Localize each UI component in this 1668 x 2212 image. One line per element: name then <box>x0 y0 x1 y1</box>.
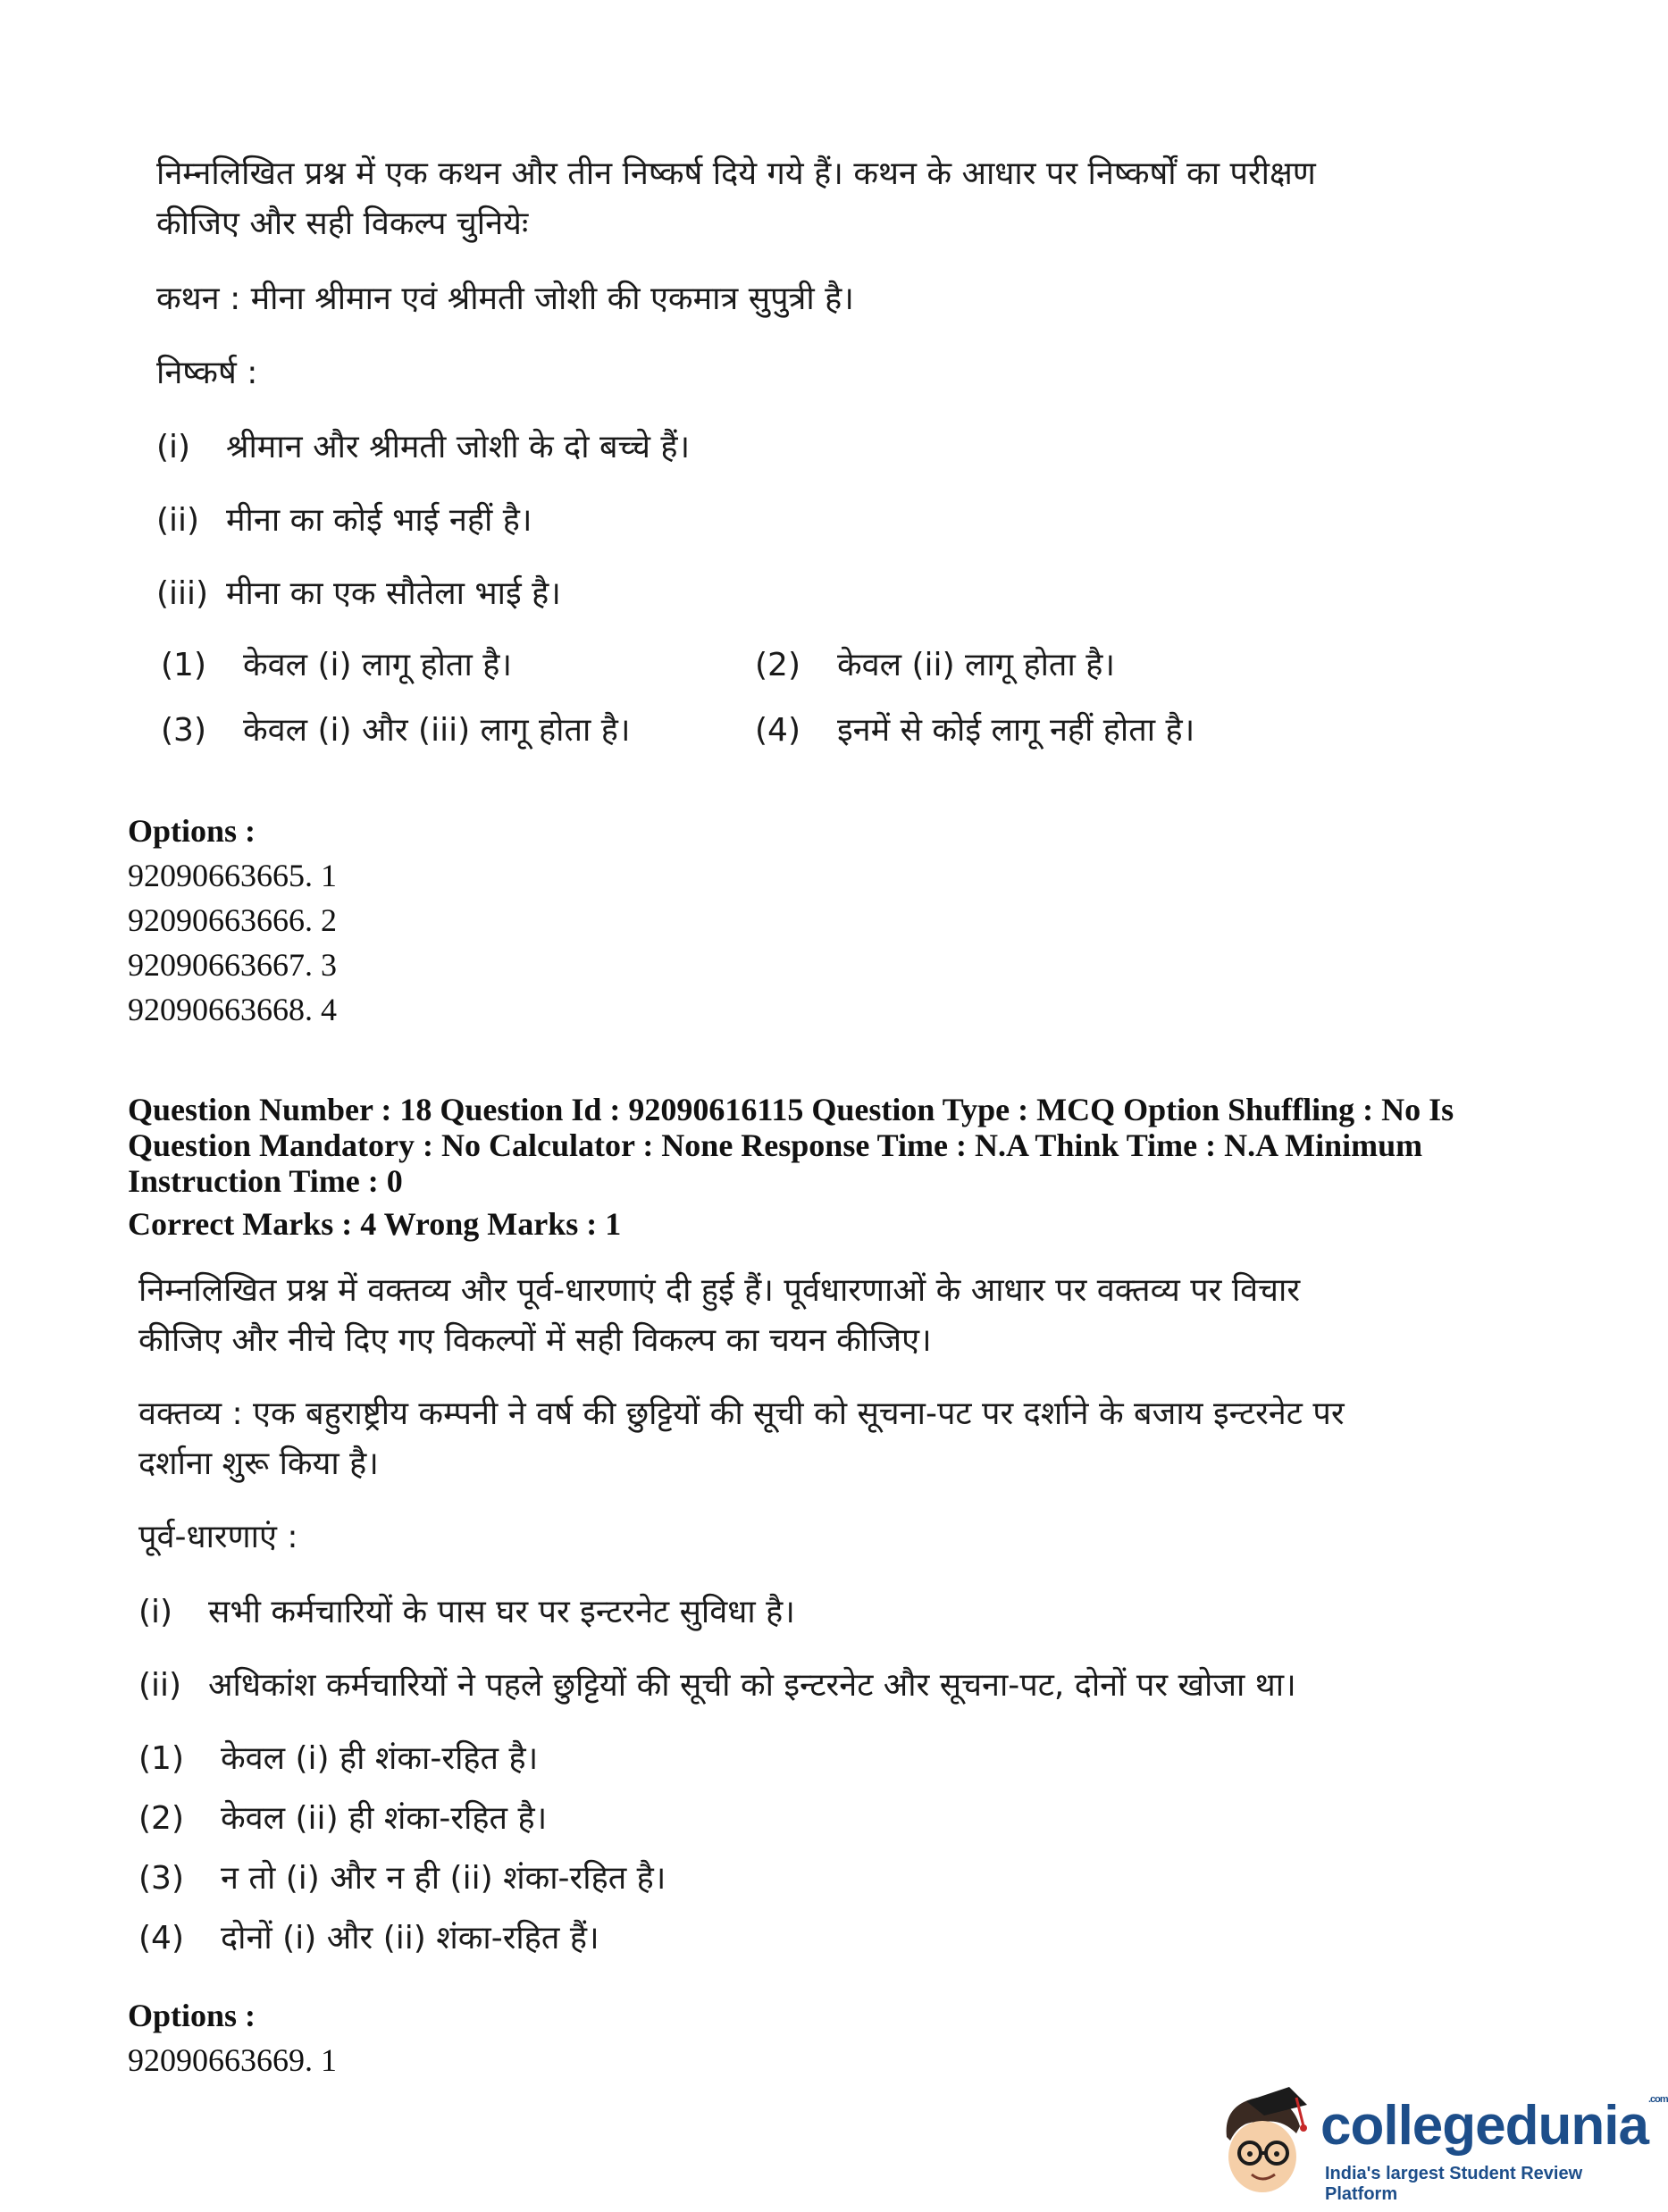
q18-choice-text: न तो (i) और न ही (ii) शंका-रहित है। <box>221 1860 666 1897</box>
logo-tagline: India's largest Student Review Platform <box>1325 2164 1583 2204</box>
q18-statement-line2: दर्शाना शुरू किया है। <box>138 1445 379 1482</box>
q17-choice-1 <box>161 645 512 685</box>
logo-wordmark <box>1320 2094 1668 2158</box>
q18-marks: Correct Marks : 4 Wrong Marks : 1 <box>128 1206 622 1242</box>
q17-conclusion-num: (i) <box>156 429 191 465</box>
q18-assumption-item <box>138 1592 795 1632</box>
q18-options-label: Options : <box>128 1998 256 2033</box>
q17-conclusion-item <box>156 574 561 614</box>
q18-choice-text: दोनों (i) और (ii) शंका-रहित हैं। <box>221 1920 599 1956</box>
q18-intro-line1: निम्नलिखित प्रश्न में वक्तव्य और पूर्व-धारणाएं दी हुई हैं। पूर्वधारणाओं के आधार पर वक्तव्य पर विचार <box>138 1272 1301 1309</box>
q18-option: 92090663669. 1 <box>128 2042 337 2078</box>
q18-choice-4 <box>138 1918 599 1958</box>
q17-conclusion-item <box>156 427 690 467</box>
q17-choice-text: केवल (i) लागू होता है। <box>243 647 512 683</box>
q17-conclusion-num: (iii) <box>156 575 209 612</box>
q17-choice-num: (4) <box>755 712 800 749</box>
q17-conclusion-text: श्रीमान और श्रीमती जोशी के दो बच्चे हैं। <box>226 429 691 465</box>
q17-choice-text: केवल (i) और (iii) लागू होता है। <box>243 712 631 749</box>
q17-option: 92090663668. 4 <box>128 992 337 1027</box>
q18-choice-2 <box>138 1798 547 1839</box>
q18-choice-num: (1) <box>138 1740 184 1777</box>
q18-choice-3 <box>138 1858 666 1898</box>
q18-assumption-text: सभी कर्मचारियों के पास घर पर इन्टरनेट सुविधा है। <box>208 1594 795 1630</box>
q18-intro-line2: कीजिए और नीचे दिए गए विकल्पों में सही विकल्प का चयन कीजिए। <box>138 1322 932 1359</box>
logo-dotcom: .com <box>1647 2094 1668 2105</box>
q17-choice-num: (1) <box>161 647 206 683</box>
q17-choice-4 <box>755 710 1194 750</box>
q17-conclusion-item <box>156 500 532 540</box>
mascot-icon <box>1211 2082 1318 2207</box>
q18-choice-num: (2) <box>138 1800 184 1837</box>
q17-choice-3 <box>161 710 631 750</box>
q18-choice-text: केवल (ii) ही शंका-रहित है। <box>221 1800 548 1837</box>
q17-option: 92090663667. 3 <box>128 947 337 983</box>
q17-choice-num: (2) <box>755 647 800 683</box>
q17-choice-text: इनमें से कोई लागू नहीं होता है। <box>837 712 1195 749</box>
q18-choice-text: केवल (i) ही शंका-रहित है। <box>221 1740 539 1777</box>
q18-assumption-item <box>138 1665 1296 1705</box>
q17-intro-line2: कीजिए और सही विकल्प चुनियेः <box>156 205 529 242</box>
q17-choice-2 <box>755 645 1115 685</box>
q17-choice-num: (3) <box>161 712 206 749</box>
q17-conclusions-label: निष्कर्ष : <box>156 355 258 391</box>
q18-meta-line3: Instruction Time : 0 <box>128 1163 403 1199</box>
collegedunia-logo[interactable] <box>1211 2082 1668 2207</box>
q18-choice-1 <box>138 1739 538 1779</box>
q17-option: 92090663665. 1 <box>128 858 337 893</box>
q17-options-label: Options : <box>128 813 256 849</box>
q17-option: 92090663666. 2 <box>128 902 337 938</box>
q18-choice-num: (4) <box>138 1920 184 1956</box>
q17-conclusion-num: (ii) <box>156 502 200 539</box>
q17-choice-text: केवल (ii) लागू होता है। <box>837 647 1115 683</box>
q17-conclusion-text: मीना का कोई भाई नहीं है। <box>226 502 532 539</box>
q18-assumption-text: अधिकांश कर्मचारियों ने पहले छुट्टियों की सूची को इन्टरनेट और सूचना-पट, दोनों पर खोजा था। <box>208 1667 1296 1704</box>
q18-assumptions-label: पूर्व-धारणाएं : <box>138 1519 298 1555</box>
q17-intro-line1: निम्नलिखित प्रश्न में एक कथन और तीन निष्कर्ष दिये गये हैं। कथन के आधार पर निष्कर्षों का परीक्षण <box>156 155 1316 192</box>
q18-meta-line2: Question Mandatory : No Calculator : None Response Time : N.A Think Time : N.A Minimum <box>128 1127 1423 1163</box>
logo-name: collegedunia <box>1320 2095 1648 2157</box>
q18-statement-line1: वक्तव्य : एक बहुराष्ट्रीय कम्पनी ने वर्ष की छुट्टियों की सूची को सूचना-पट पर दर्शाने के बजाय इन्टरनेट पर <box>138 1395 1345 1432</box>
q17-statement: कथन : मीना श्रीमान एवं श्रीमती जोशी की एकमात्र सुपुत्री है। <box>156 281 854 317</box>
q18-choice-num: (3) <box>138 1860 184 1897</box>
q17-conclusion-text: मीना का एक सौतेला भाई है। <box>226 575 561 612</box>
q18-meta-line1: Question Number : 18 Question Id : 92090616115 Question Type : MCQ Option Shuffling : No Is <box>128 1092 1454 1127</box>
q18-assumption-num: (i) <box>138 1594 173 1630</box>
q18-assumption-num: (ii) <box>138 1667 182 1704</box>
